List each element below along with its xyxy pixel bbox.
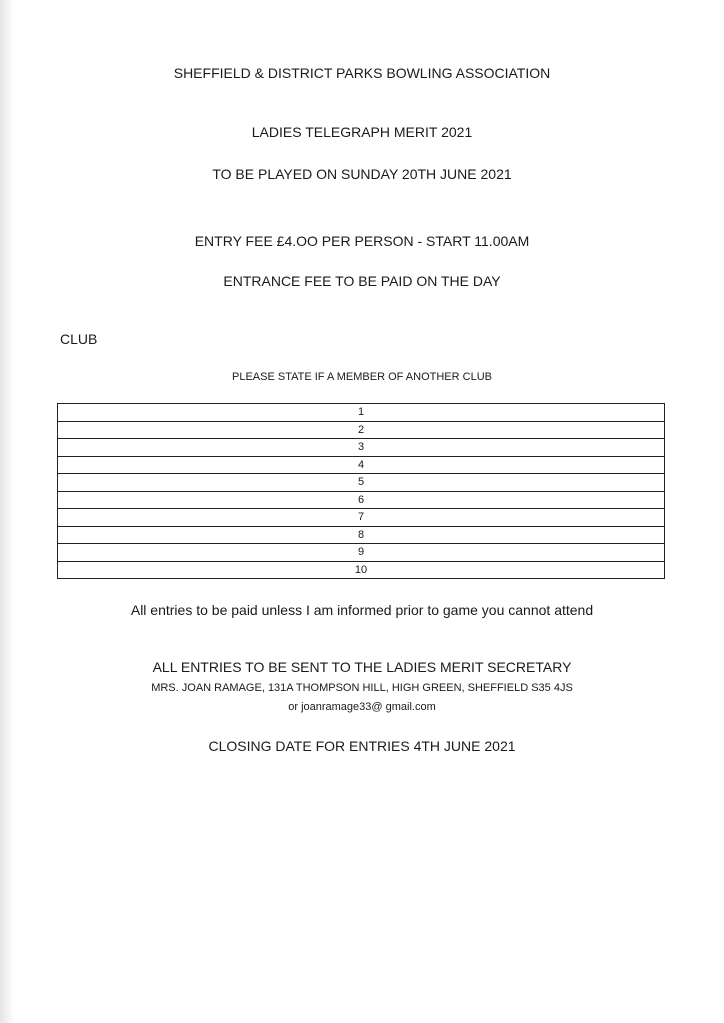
- entry-row: [58, 421, 665, 439]
- entry-row: [58, 439, 665, 457]
- competition-title: LADIES TELEGRAPH MERIT 2021: [251, 124, 473, 140]
- closing-date: CLOSING DATE FOR ENTRIES 4TH JUNE 2021: [208, 738, 516, 754]
- entry-number[interactable]: 3: [58, 439, 665, 457]
- secretary-email: or joanramage33@ gmail.com: [288, 701, 436, 713]
- entry-number[interactable]: 5: [58, 474, 665, 492]
- play-date: TO BE PLAYED ON SUNDAY 20TH JUNE 2021: [212, 166, 512, 182]
- entry-table: [57, 403, 665, 579]
- entry-number[interactable]: 6: [58, 491, 665, 509]
- payment-policy: All entries to be paid unless I am informed prior to game you cannot attend: [130, 602, 594, 618]
- entry-fee: ENTRY FEE £4.OO PER PERSON - START 11.00AM: [194, 233, 530, 249]
- club-label: CLUB: [60, 331, 98, 347]
- entry-row: [58, 404, 665, 422]
- entry-row: [58, 456, 665, 474]
- entry-row: [58, 544, 665, 562]
- entry-number[interactable]: 7: [58, 509, 665, 527]
- entry-number[interactable]: 10: [58, 561, 665, 579]
- send-to: ALL ENTRIES TO BE SENT TO THE LADIES MERIT SECRETARY: [152, 659, 572, 675]
- entry-row: [58, 561, 665, 579]
- entry-number[interactable]: 1: [58, 404, 665, 422]
- entry-row: [58, 526, 665, 544]
- entry-number[interactable]: 8: [58, 526, 665, 544]
- entry-number[interactable]: 4: [58, 456, 665, 474]
- member-note: PLEASE STATE IF A MEMBER OF ANOTHER CLUB: [232, 371, 492, 383]
- organisation-title: SHEFFIELD & DISTRICT PARKS BOWLING ASSOCIATION: [173, 65, 551, 81]
- entry-row: [58, 491, 665, 509]
- entry-number[interactable]: 2: [58, 421, 665, 439]
- payment-note: ENTRANCE FEE TO BE PAID ON THE DAY: [223, 273, 501, 289]
- entry-number[interactable]: 9: [58, 544, 665, 562]
- entry-row: [58, 474, 665, 492]
- scan-edge-shadow: [0, 0, 14, 1023]
- entry-row: [58, 509, 665, 527]
- secretary-address: MRS. JOAN RAMAGE, 131A THOMPSON HILL, HIGH GREEN, SHEFFIELD S35 4JS: [151, 682, 573, 694]
